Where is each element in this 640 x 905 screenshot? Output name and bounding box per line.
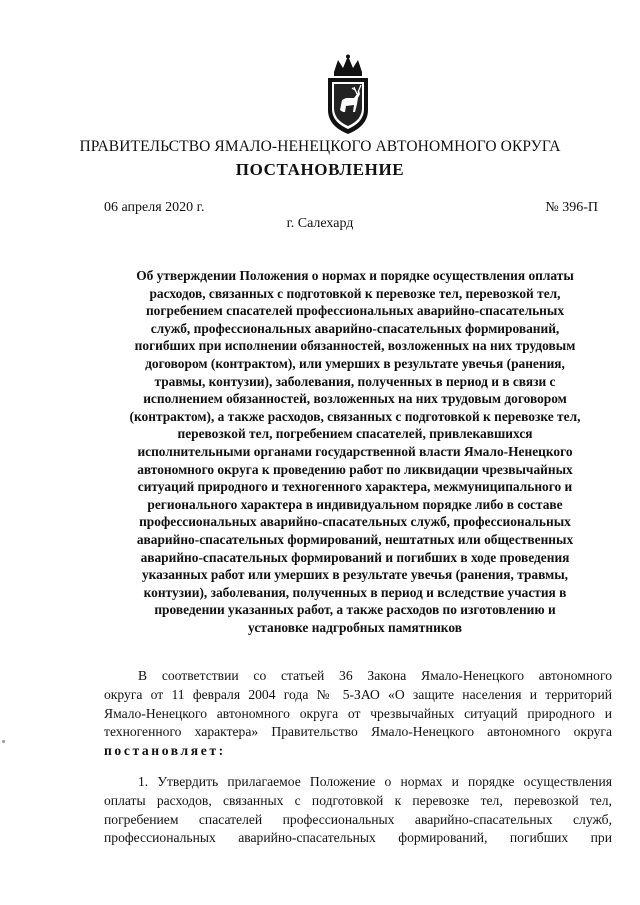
title-line: указанных работ или умерших в результате увечья (ранения, травмы, (141, 567, 569, 583)
item-line: погребением спасателей профессиональных аварийно-спасательных служб, (104, 811, 612, 827)
title-line: профессиональных аварийно-спасательных служб, профессиональных (139, 514, 571, 530)
government-name: ПРАВИТЕЛЬСТВО ЯМАЛО-НЕНЕЦКОГО АВТОНОМНОГО ОКРУГА (79, 138, 561, 155)
title-line: исполнением обязанностей, возложенных на них трудовым договором (143, 391, 567, 407)
title-line: служб, профессиональных аварийно-спасательных формирований, (150, 320, 560, 336)
title-line: аварийно-спасательных формирований и погибших в ходе проведения (140, 549, 570, 565)
document-date: 06 апреля 2020 г. (104, 200, 205, 215)
title-line: погибших при исполнении обязанностей, возложенных на них трудовым (134, 338, 576, 354)
title-line: исполнительными органами государственной власти Ямало-Ненецкого (137, 443, 573, 459)
title-line: автономного округа к проведению работ по ликвидации чрезвычайных (137, 461, 573, 477)
preamble-line: В соответствии со статьей 36 Закона Ямало-Ненецкого автономного (138, 668, 612, 683)
document-number: № 396-П (545, 200, 598, 215)
item-line: 1. Утвердить прилагаемое Положение о нормах и порядке осуществления (138, 774, 612, 789)
document-title (100, 267, 610, 636)
document-type: ПОСТАНОВЛЕНИЕ (235, 160, 405, 179)
title-line: Об утверждении Положения о нормах и порядке осуществления оплаты (136, 268, 574, 283)
title-line: договором (контрактом), или умерших в результате увечья (ранения, (145, 355, 565, 371)
title-line: аварийно-спасательных формирований, нештатных или общественных (136, 531, 574, 547)
item-line: оплаты расходов, связанных с подготовкой к перевозке тел, перевозкой тел, (104, 792, 612, 808)
title-line: погребением спасателей профессиональных аварийно-спасательных (145, 303, 565, 319)
coat-of-arms-icon (324, 54, 372, 136)
title-line: установке надгробных памятников (248, 619, 462, 635)
title-line: проведении указанных работ, а также расходов по изготовлению и (154, 602, 556, 618)
item-line: профессиональных аварийно-спасательных формирований, погибших при (104, 830, 612, 846)
document-city: г. Салехард (286, 216, 354, 231)
preamble-line: округа от 11 февраля 2004 года № 5-ЗАО «О защите населения и территорий (104, 686, 612, 702)
resolves-word: постановляет: (104, 743, 226, 759)
scan-speck (2, 740, 5, 743)
title-line: (контрактом), а также расходов, связанных с подготовкой к перевозке тел, (129, 408, 581, 424)
title-line: ситуаций природного и техногенного характера, межмуниципального и (137, 479, 573, 495)
title-line: перевозкой тел, погребением спасателей, привлекавшихся (177, 426, 533, 442)
preamble-line: Ямало-Ненецкого автономного округа от чрезвычайных ситуаций природного и (104, 705, 612, 721)
preamble-line: техногенного характера» Правительство Ямало-Ненецкого автономного округа (104, 724, 612, 740)
title-line: травмы, контузии), заболевания, полученных в период и в связи с (154, 373, 556, 389)
title-line: регионального характера в индивидуальном порядке либо в составе (147, 496, 563, 512)
preamble-paragraph (104, 667, 612, 761)
item-1-paragraph (104, 773, 612, 848)
title-line: контузии), заболевания, полученных в период и вследствие участия в (143, 584, 567, 600)
title-line: расходов, связанных с подготовкой к перевозке тел, перевозкой тел, (149, 285, 561, 301)
